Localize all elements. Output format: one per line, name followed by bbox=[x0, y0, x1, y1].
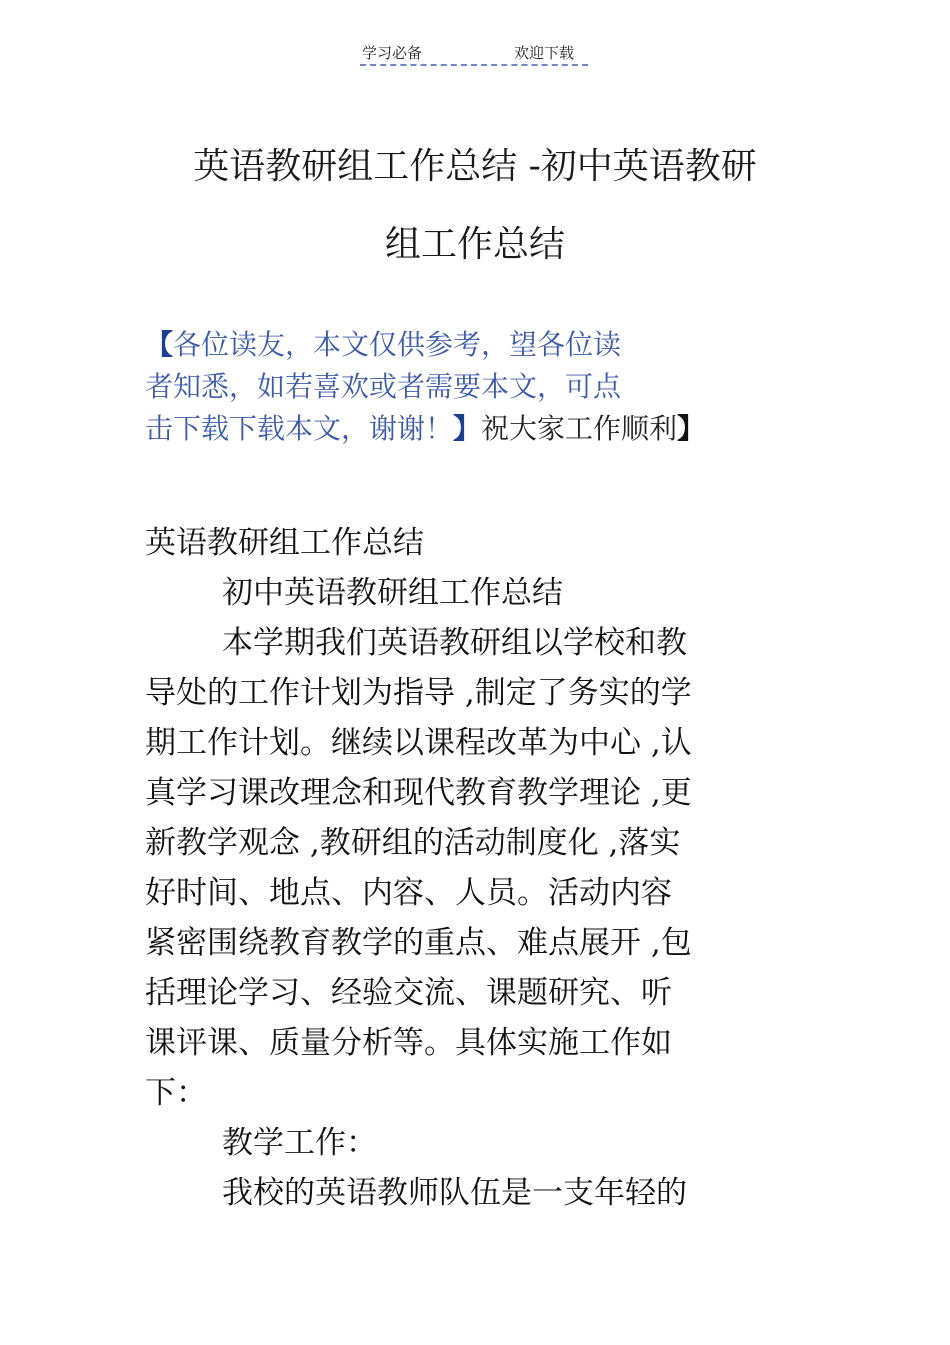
header-right-text: 欢迎下载 bbox=[514, 44, 575, 62]
header-left-text: 学习必备 bbox=[362, 44, 423, 62]
body-line: 英语教研组工作总结 bbox=[145, 525, 424, 561]
body-line: 真学习课改理念和现代教育教学理论 ,更 bbox=[145, 775, 692, 811]
body-line: 期工作计划。继续以课程改革为中心 ,认 bbox=[145, 725, 692, 761]
notice-close-bracket: 】 bbox=[453, 412, 482, 445]
body-line: 导处的工作计划为指导 ,制定了务实的学 bbox=[145, 675, 692, 711]
notice-wish-close: 】 bbox=[677, 412, 706, 445]
notice-line-2: 者知悉，如若喜欢或者需要本文，可点 bbox=[145, 370, 622, 403]
title-line-1: 英语教研组工作总结 -初中英语教研 bbox=[193, 146, 757, 187]
document-title bbox=[120, 128, 830, 284]
document-body bbox=[145, 518, 815, 1218]
body-line: 教学工作： bbox=[222, 1125, 377, 1161]
notice-line-3 bbox=[145, 408, 795, 450]
body-line: 我校的英语教师队伍是一支年轻的 bbox=[222, 1175, 687, 1211]
body-line: 本学期我们英语教研组以学校和教 bbox=[222, 625, 687, 661]
body-line: 课评课、质量分析等。具体实施工作如 bbox=[145, 1025, 672, 1061]
reader-notice bbox=[145, 324, 795, 450]
title-line-2: 组工作总结 bbox=[384, 224, 565, 265]
body-line: 新教学观念 ,教研组的活动制度化 ,落实 bbox=[145, 825, 681, 861]
notice-text-1: 各位读友，本文仅供参考，望各位读 bbox=[173, 328, 622, 361]
body-line: 括理论学习、经验交流、课题研究、听 bbox=[145, 975, 672, 1011]
notice-line-1 bbox=[145, 324, 795, 366]
page-header bbox=[360, 40, 588, 66]
body-line: 下： bbox=[145, 1075, 207, 1111]
notice-open-bracket: 【 bbox=[145, 328, 174, 361]
body-line: 好时间、地点、内容、人员。活动内容 bbox=[145, 875, 672, 911]
notice-wish: 祝大家工作顺利 bbox=[481, 412, 678, 445]
body-line: 初中英语教研组工作总结 bbox=[222, 575, 563, 611]
notice-text-3: 击下载下载本文，谢谢！ bbox=[145, 412, 454, 445]
body-line: 紧密围绕教育教学的重点、难点展开 ,包 bbox=[145, 925, 692, 961]
